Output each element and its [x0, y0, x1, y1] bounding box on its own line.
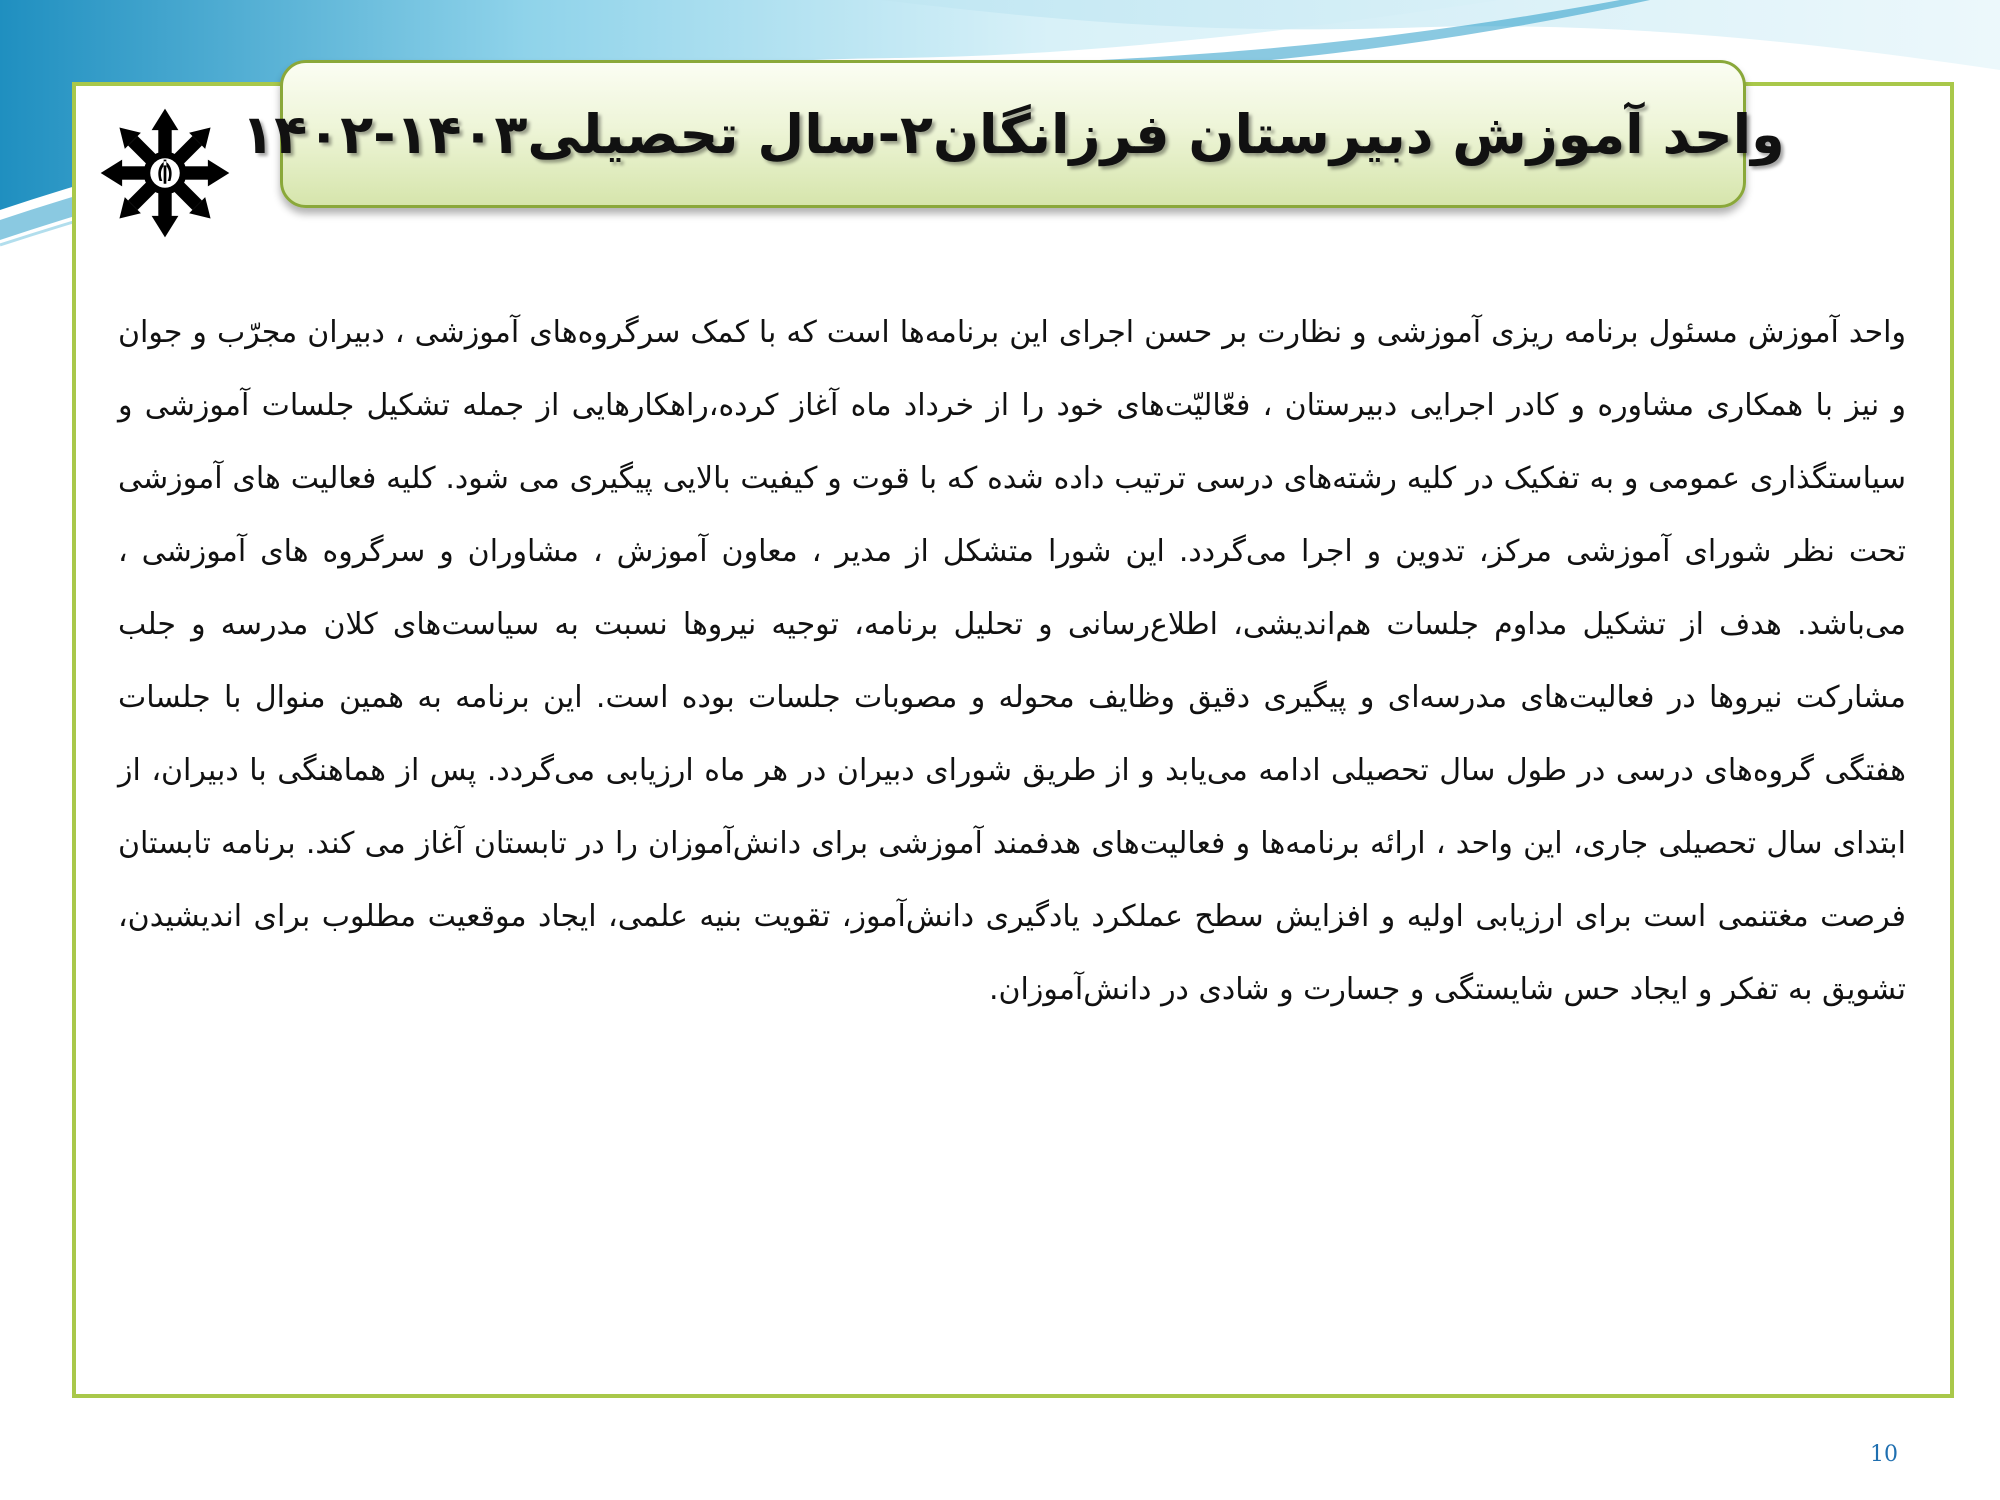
- page-number: 10: [1870, 1442, 1898, 1467]
- iran-emblem-icon: [98, 106, 232, 240]
- title-banner: [241, 60, 1785, 208]
- page-title: واحد آموزش دبیرستان فرزانگان۲-سال تحصیلی۱۴۰۳-۱۴۰۲: [241, 102, 1785, 166]
- body-paragraph: واحد آموزش مسئول برنامه ریزی آموزشی و نظارت بر حسن اجرای این برنامه‌ها است که با کمک سرگروه‌های آموزشی ، دبیران مجرّب و جوان و نیز با همکاری مشاوره و کادر اجرایی دبیرستان ، فعّالیّت‌های خود را از خرداد ماه آغاز کرده،راهکارهایی از جمله تشکیل جلسات آموزشی و سیاستگذاری عمومی و به تفکیک در کلیه رشته‌های درسی ترتیب داده شده که با قوت و کیفیت بالایی پیگیری می شود. کلیه فعالیت های آموزشی تحت نظر شورای آموزشی مرکز، تدوین و اجرا می‌گردد. این شورا متشکل از مدیر ، معاون آموزش ، مشاوران و سرگروه های آموزشی ، می‌باشد. هدف از تشکیل مداوم جلسات هم‌اندیشی، اطلاع‌رسانی و تحلیل برنامه، توجیه نیروها نسبت به سیاست‌های کلان مدرسه و جلب مشارکت نیروها در فعالیت‌های مدرسه‌ای و پیگیری دقیق وظایف محوله و مصوبات جلسات بوده است. این برنامه به همین منوال با جلسات هفتگی گروه‌های درسی در طول سال تحصیلی ادامه می‌یابد و از طریق شورای دبیران در هر ماه ارزیابی می‌گردد. پس از هماهنگی با دبیران، از ابتدای سال تحصیلی جاری، این واحد ، ارائه برنامه‌ها و فعالیت‌های هدفمند آموزشی برای دانش‌آموزان را در تابستان آغاز می کند. برنامه تابستان فرصت مغتنمی است برای ارزیابی اولیه و افزایش سطح عملکرد یادگیری دانش‌آموز، تقویت بنیه علمی، ایجاد موقعیت مطلوب برای اندیشیدن، تشویق به تفکر و ایجاد حس شایستگی و جسارت و شادی در دانش‌آموزان.: [118, 315, 1906, 1007]
